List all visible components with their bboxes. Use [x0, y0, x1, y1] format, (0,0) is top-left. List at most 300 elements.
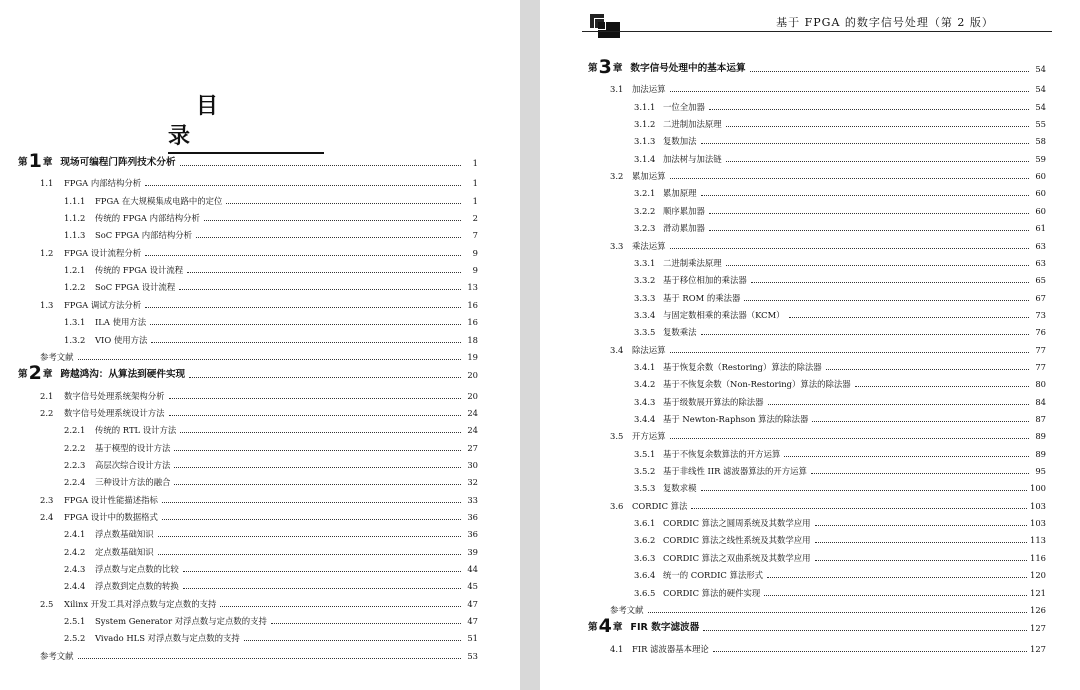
- entry-label: 基于 ROM 的乘法器: [663, 292, 741, 303]
- page-number: 89: [1035, 448, 1046, 459]
- entry-label: System Generator 对浮点数与定点数的支持: [95, 616, 267, 627]
- entry-label: CORDIC 算法: [632, 500, 688, 511]
- dot-leader: [767, 577, 1027, 578]
- toc-entry[interactable]: [634, 378, 1046, 390]
- toc-entry[interactable]: [610, 240, 1046, 252]
- dot-leader: [691, 508, 1027, 509]
- page-number: 1: [472, 158, 478, 168]
- toc-reference-entry[interactable]: [40, 351, 478, 363]
- toc-chapter-entry[interactable]: [588, 58, 1046, 77]
- dot-leader: [244, 640, 461, 641]
- dot-leader: [158, 536, 461, 537]
- section-number: 3.4.2: [634, 379, 656, 390]
- section-number: 1.1.3: [64, 230, 86, 241]
- chapter-suffix: 章: [42, 369, 53, 381]
- section-number: 3.5.3: [634, 483, 656, 494]
- page-number: 84: [1035, 396, 1046, 407]
- entry-label: 参考文献: [610, 604, 644, 615]
- entry-label: Xilinx 开发工具对浮点数与定点数的支持: [64, 598, 217, 609]
- entry-label: 基于移位相加的乘法器: [663, 275, 747, 286]
- page-number: 18: [467, 334, 478, 345]
- section-number: 3.6.3: [634, 552, 656, 563]
- dot-leader: [169, 415, 462, 416]
- entry-label: 与固定数相乘的乘法器（KCM）: [663, 309, 785, 320]
- toc-entry[interactable]: [64, 264, 478, 276]
- toc-entry[interactable]: [610, 643, 1046, 655]
- page-number: 19: [467, 351, 478, 362]
- toc-chapter-entry[interactable]: [18, 364, 478, 383]
- section-number: 2.3: [40, 494, 54, 505]
- dot-leader: [162, 519, 461, 520]
- section-number: 1.3.1: [64, 317, 86, 328]
- entry-label: 现场可编程门阵列技术分析: [60, 157, 176, 168]
- page-number: 20: [467, 370, 478, 381]
- toc-entry[interactable]: [634, 309, 1046, 321]
- toc-entry[interactable]: [634, 135, 1046, 147]
- page-number: 95: [1035, 466, 1046, 477]
- entry-label: 参考文献: [40, 351, 74, 362]
- entry-label: 三种设计方法的融合: [95, 477, 171, 488]
- dot-leader: [174, 450, 461, 451]
- toc-entry[interactable]: [634, 448, 1046, 460]
- dot-leader: [744, 300, 1029, 301]
- entry-label: FPGA 调试方法分析: [64, 299, 142, 310]
- page-number: 87: [1035, 414, 1046, 424]
- chapter-suffix: 章: [612, 622, 623, 634]
- dot-leader: [670, 352, 1030, 353]
- dot-leader: [670, 91, 1030, 92]
- toc-entry[interactable]: [64, 316, 478, 328]
- entry-label: FIR 数字滤波器: [630, 622, 700, 634]
- section-number: 1.2.2: [64, 282, 86, 293]
- entry-label: 数字信号处理系统设计方法: [64, 407, 165, 418]
- page-number: 47: [467, 598, 478, 609]
- toc-entry[interactable]: [64, 546, 478, 558]
- page-number: 65: [1035, 275, 1046, 286]
- entry-label: 浮点数基础知识: [95, 529, 154, 540]
- entry-label: 加法树与加法链: [663, 153, 722, 164]
- dot-leader: [815, 542, 1027, 543]
- section-number: 3.3.2: [634, 275, 656, 286]
- section-number: 2.4.3: [64, 564, 86, 575]
- toc-entry[interactable]: [634, 534, 1046, 546]
- page-number: 39: [467, 546, 478, 557]
- entry-label: 除法运算: [632, 344, 666, 355]
- page-number: 59: [1035, 153, 1046, 164]
- dot-leader: [187, 272, 461, 273]
- page-gutter: [520, 0, 540, 690]
- dot-leader: [726, 161, 1029, 162]
- page-number: 103: [1030, 500, 1046, 511]
- page-number: 24: [467, 407, 478, 418]
- page-number: 45: [467, 581, 478, 592]
- chapter-num: 2: [28, 362, 42, 385]
- page-number: 54: [1035, 101, 1046, 112]
- entry-label: 高层次综合设计方法: [95, 459, 171, 470]
- section-number: 3.1: [610, 84, 624, 95]
- dot-leader: [701, 490, 1028, 491]
- dot-leader: [784, 456, 1029, 457]
- publisher-logo-icon: [590, 14, 620, 40]
- toc-entry[interactable]: [610, 83, 1046, 95]
- section-number: 3.1.1: [634, 101, 656, 112]
- page-number: 53: [467, 650, 478, 661]
- dot-leader: [145, 255, 461, 256]
- chapter-number: [18, 364, 52, 383]
- entry-label: 传统的 RTL 设计方法: [95, 425, 177, 436]
- entry-label: 基于模型的设计方法: [95, 442, 171, 453]
- toc-entry[interactable]: [64, 229, 478, 241]
- toc-entry[interactable]: [634, 118, 1046, 130]
- toc-entry[interactable]: [64, 212, 478, 224]
- page-number: 67: [1035, 292, 1046, 303]
- entry-label: 定点数基础知识: [95, 546, 154, 557]
- toc-entry[interactable]: [64, 281, 478, 293]
- entry-label: 数字信号处理中的基本运算: [630, 63, 746, 74]
- toc-title: 目 录: [168, 92, 324, 154]
- entry-label: CORDIC 算法之圆周系统及其数学应用: [663, 518, 811, 529]
- entry-label: CORDIC 算法之线性系统及其数学应用: [663, 535, 811, 546]
- section-number: 3.4.1: [634, 361, 656, 372]
- toc-chapter-entry[interactable]: [18, 152, 478, 171]
- dot-leader: [670, 248, 1030, 249]
- page-number: 55: [1035, 119, 1046, 130]
- dot-leader: [726, 126, 1029, 127]
- dot-leader: [713, 651, 1027, 652]
- entry-label: ILA 使用方法: [95, 317, 147, 328]
- page-number: 9: [472, 265, 478, 276]
- toc-entry[interactable]: [634, 396, 1046, 408]
- toc-entry[interactable]: [634, 101, 1046, 113]
- toc-entry[interactable]: [64, 632, 478, 644]
- page-number: 36: [467, 529, 478, 540]
- entry-label: Vivado HLS 对浮点数与定点数的支持: [95, 633, 240, 644]
- dot-leader: [670, 438, 1030, 439]
- entry-label: VIO 使用方法: [95, 334, 148, 345]
- chapter-num: 4: [598, 615, 612, 638]
- page-number: 127: [1030, 623, 1046, 634]
- toc-reference-entry[interactable]: [40, 650, 478, 662]
- page-number: 60: [1035, 205, 1046, 216]
- section-number: 3.1.4: [634, 153, 656, 164]
- dot-leader: [220, 606, 461, 607]
- section-number: 3.6.4: [634, 570, 656, 581]
- section-number: 3.5.1: [634, 448, 656, 459]
- page-number: 73: [1035, 309, 1046, 320]
- dot-leader: [196, 237, 461, 238]
- section-number: 1.1.1: [64, 195, 86, 206]
- chapter-number: [588, 58, 622, 77]
- section-number: 3.4: [610, 344, 624, 355]
- toc-entry[interactable]: [64, 476, 478, 488]
- section-number: 1.2.1: [64, 265, 86, 276]
- dot-leader: [204, 220, 461, 221]
- dot-leader: [811, 473, 1029, 474]
- dot-leader: [648, 612, 1028, 613]
- section-number: 1.3: [40, 299, 54, 310]
- section-number: 3.2.3: [634, 223, 656, 234]
- section-number: 3.5.2: [634, 466, 656, 477]
- section-number: 2.2.1: [64, 425, 86, 436]
- entry-label: FPGA 在大规模集成电路中的定位: [95, 195, 223, 206]
- dot-leader: [812, 421, 1029, 422]
- section-number: 3.6.1: [634, 518, 656, 529]
- page-number: 54: [1035, 84, 1046, 95]
- entry-label: 浮点数到定点数的转换: [95, 581, 179, 592]
- page-number: 63: [1035, 257, 1046, 268]
- entry-label: 累加运算: [632, 171, 666, 182]
- section-number: 3.1.3: [634, 136, 656, 147]
- toc-entry[interactable]: [634, 153, 1046, 165]
- section-number: 2.2.4: [64, 477, 86, 488]
- page-number: 77: [1035, 344, 1046, 355]
- section-number: 3.4.3: [634, 396, 656, 407]
- toc-entry[interactable]: [634, 326, 1046, 338]
- page-number: 80: [1035, 379, 1046, 390]
- entry-label: 复数求模: [663, 483, 697, 494]
- toc-entry[interactable]: [634, 257, 1046, 269]
- entry-label: 基于恢复余数（Restoring）算法的除法器: [663, 361, 822, 372]
- page-number: 126: [1030, 604, 1046, 615]
- toc-entry[interactable]: [64, 424, 478, 436]
- toc-entry[interactable]: [64, 563, 478, 575]
- entry-label: SoC FPGA 设计流程: [95, 282, 176, 293]
- entry-label: FPGA 设计中的数据格式: [64, 512, 158, 522]
- chapter-prefix: 第: [18, 369, 28, 381]
- toc-entry[interactable]: [64, 580, 478, 592]
- toc-entry[interactable]: [634, 569, 1046, 581]
- entry-label: 跨越鸿沟：从算法到硬件实现: [60, 369, 186, 381]
- dot-leader: [183, 571, 461, 572]
- entry-label: 传统的 FPGA 内部结构分析: [95, 213, 200, 224]
- toc-entry[interactable]: [634, 517, 1046, 529]
- page-number: 51: [467, 633, 478, 644]
- dot-leader: [183, 588, 461, 589]
- page-number: 120: [1030, 570, 1046, 581]
- page-number: 54: [1035, 64, 1046, 74]
- toc-entry[interactable]: [610, 170, 1046, 182]
- page-number: 77: [1035, 361, 1046, 372]
- section-number: 1.1.2: [64, 213, 86, 224]
- dot-leader: [670, 178, 1030, 179]
- page-number: 16: [467, 317, 478, 328]
- toc-entry[interactable]: [40, 299, 478, 311]
- toc-entry[interactable]: [40, 177, 478, 189]
- section-number: 2.5.1: [64, 616, 86, 627]
- entry-label: 加法运算: [632, 84, 666, 95]
- dot-leader: [709, 109, 1029, 110]
- entry-label: 统一的 CORDIC 算法形式: [663, 570, 763, 581]
- page-number: 2: [472, 213, 478, 224]
- dot-leader: [701, 334, 1030, 335]
- dot-leader: [768, 404, 1030, 405]
- section-number: 3.2.1: [634, 188, 656, 199]
- section-number: 3.6.2: [634, 535, 656, 546]
- entry-label: 基于不恢复余数算法的开方运算: [663, 448, 781, 459]
- page-number: 103: [1030, 518, 1046, 529]
- entry-label: 基于级数展开算法的除法器: [663, 396, 764, 407]
- section-number: 2.5: [40, 598, 54, 609]
- dot-leader: [151, 342, 461, 343]
- section-number: 2.1: [40, 390, 54, 401]
- dot-leader: [709, 213, 1029, 214]
- entry-label: 基于 Newton-Raphson 算法的除法器: [663, 414, 809, 424]
- chapter-suffix: 章: [612, 63, 623, 74]
- page-number: 36: [467, 512, 478, 522]
- toc-entry[interactable]: [634, 292, 1046, 304]
- entry-label: 开方运算: [632, 431, 666, 442]
- dot-leader: [726, 265, 1029, 266]
- chapter-num: 1: [28, 150, 42, 172]
- section-number: 3.2: [610, 171, 624, 182]
- entry-label: FPGA 设计流程分析: [64, 247, 142, 258]
- toc-entry[interactable]: [634, 187, 1046, 199]
- dot-leader: [226, 203, 461, 204]
- toc-chapter-entry[interactable]: [588, 617, 1046, 636]
- toc-left-page: [0, 0, 520, 690]
- entry-label: 二进制乘法原理: [663, 257, 722, 268]
- section-number: 2.4: [40, 512, 54, 522]
- entry-label: 累加原理: [663, 188, 697, 199]
- dot-leader: [815, 560, 1027, 561]
- dot-leader: [174, 467, 461, 468]
- section-number: 3.3: [610, 240, 624, 251]
- page-number: 60: [1035, 188, 1046, 199]
- dot-leader: [826, 369, 1029, 370]
- page-number: 61: [1035, 223, 1046, 234]
- page-number: 33: [467, 494, 478, 505]
- toc-entry[interactable]: [634, 361, 1046, 373]
- section-number: 3.3.4: [634, 309, 656, 320]
- section-number: 2.5.2: [64, 633, 86, 644]
- dot-leader: [751, 282, 1029, 283]
- page-number: 60: [1035, 171, 1046, 182]
- entry-label: 滑动累加器: [663, 223, 705, 234]
- dot-leader: [750, 71, 1029, 72]
- toc-entry[interactable]: [40, 407, 478, 419]
- dot-leader: [174, 484, 461, 485]
- section-number: 3.4.4: [634, 414, 656, 424]
- section-number: 3.3.1: [634, 257, 656, 268]
- dot-leader: [180, 432, 461, 433]
- toc-entry[interactable]: [40, 390, 478, 402]
- dot-leader: [703, 630, 1027, 631]
- toc-entry[interactable]: [634, 205, 1046, 217]
- dot-leader: [179, 289, 461, 290]
- dot-leader: [158, 554, 461, 555]
- toc-entry[interactable]: [610, 344, 1046, 356]
- dot-leader: [189, 377, 461, 378]
- dot-leader: [78, 359, 462, 360]
- page-number: 16: [467, 299, 478, 310]
- toc-entry[interactable]: [634, 465, 1046, 477]
- toc-entry[interactable]: [634, 587, 1046, 599]
- page-number: 58: [1035, 136, 1046, 147]
- page-number: 44: [467, 564, 478, 575]
- entry-label: 基于不恢复余数（Non-Restoring）算法的除法器: [663, 379, 851, 390]
- toc-entry[interactable]: [64, 615, 478, 627]
- page-number: 30: [467, 459, 478, 470]
- toc-entry[interactable]: [64, 195, 478, 207]
- toc-entry[interactable]: [64, 334, 478, 346]
- chapter-prefix: 第: [588, 63, 598, 74]
- toc-entry[interactable]: [64, 442, 478, 454]
- chapter-suffix: 章: [42, 157, 53, 168]
- page-number: 27: [467, 442, 478, 453]
- toc-entry[interactable]: [634, 274, 1046, 286]
- entry-label: 浮点数与定点数的比较: [95, 564, 179, 575]
- dot-leader: [180, 165, 461, 166]
- page-number: 1: [472, 195, 478, 206]
- section-number: 2.2.3: [64, 459, 86, 470]
- entry-label: 乘法运算: [632, 240, 666, 251]
- entry-label: CORDIC 算法的硬件实现: [663, 587, 761, 598]
- section-number: 2.4.4: [64, 581, 86, 592]
- page-number: 7: [472, 230, 478, 241]
- entry-label: FPGA 内部结构分析: [64, 178, 142, 189]
- section-number: 3.3.5: [634, 327, 656, 338]
- page-number: 89: [1035, 431, 1046, 442]
- toc-entry[interactable]: [64, 528, 478, 540]
- page-number: 121: [1030, 587, 1046, 598]
- toc-entry[interactable]: [634, 552, 1046, 564]
- toc-right-page: [540, 0, 1080, 690]
- dot-leader: [709, 230, 1029, 231]
- dot-leader: [162, 502, 461, 503]
- chapter-num: 3: [598, 56, 612, 78]
- entry-label: 参考文献: [40, 650, 74, 661]
- toc-entry[interactable]: [40, 598, 478, 610]
- dot-leader: [78, 658, 462, 659]
- page-number: 116: [1030, 552, 1046, 563]
- dot-leader: [169, 398, 462, 399]
- chapter-number: [18, 152, 52, 171]
- entry-label: 顺序累加器: [663, 205, 705, 216]
- section-number: 2.2.2: [64, 442, 86, 453]
- toc-entry[interactable]: [40, 494, 478, 506]
- page-number: 113: [1030, 535, 1046, 546]
- toc-entry[interactable]: [610, 500, 1046, 512]
- page-number: 76: [1035, 327, 1046, 338]
- entry-label: 传统的 FPGA 设计流程: [95, 265, 184, 276]
- dot-leader: [701, 143, 1030, 144]
- section-number: 1.3.2: [64, 334, 86, 345]
- section-number: 4.1: [610, 643, 624, 654]
- toc-entry[interactable]: [610, 430, 1046, 442]
- chapter-prefix: 第: [588, 622, 598, 634]
- running-head: 基于 FPGA 的数字信号处理（第 2 版）: [776, 16, 994, 29]
- toc-entry[interactable]: [634, 222, 1046, 234]
- section-number: 2.4.2: [64, 546, 86, 557]
- dot-leader: [145, 307, 461, 308]
- toc-entry[interactable]: [634, 482, 1046, 494]
- dot-leader: [789, 317, 1029, 318]
- dot-leader: [855, 386, 1029, 387]
- toc-entry[interactable]: [634, 413, 1046, 425]
- toc-entry[interactable]: [40, 511, 478, 523]
- page-number: 9: [472, 247, 478, 258]
- chapter-number: [588, 617, 622, 636]
- entry-label: 一位全加器: [663, 101, 705, 112]
- section-number: 2.4.1: [64, 529, 86, 540]
- toc-entry[interactable]: [40, 247, 478, 259]
- section-number: 3.6: [610, 500, 624, 511]
- dot-leader: [701, 195, 1030, 196]
- toc-entry[interactable]: [64, 459, 478, 471]
- toc-reference-entry[interactable]: [610, 604, 1046, 616]
- page-number: 32: [467, 477, 478, 488]
- section-number: 3.5: [610, 431, 624, 442]
